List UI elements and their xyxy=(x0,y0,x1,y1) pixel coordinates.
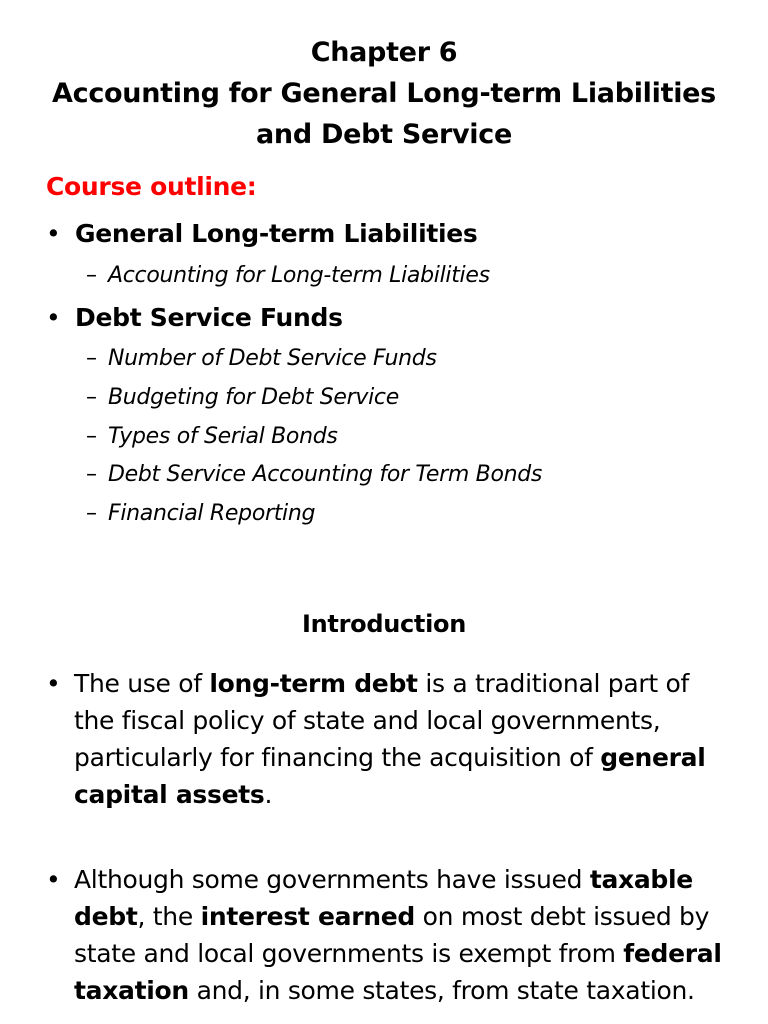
outline-item xyxy=(86,501,315,526)
outline-item-label: Types of Serial Bonds xyxy=(108,424,338,449)
emphasis: federal taxation xyxy=(74,939,722,1005)
outline-item-label: Budgeting for Debt Service xyxy=(108,385,399,410)
chapter-title-line-2: and Debt Service xyxy=(256,119,512,150)
bullet-icon: • xyxy=(46,303,61,332)
emphasis: general capital assets xyxy=(74,743,706,809)
outline-item xyxy=(86,385,399,410)
bullet-icon: • xyxy=(46,865,61,894)
outline-section-label: General Long-term Liabilities xyxy=(75,219,478,248)
outline-item xyxy=(86,462,542,487)
outline-item xyxy=(86,263,490,288)
outline-item-label: Debt Service Accounting for Term Bonds xyxy=(108,462,543,487)
dash-icon: – xyxy=(86,501,97,526)
dash-icon: – xyxy=(86,424,97,449)
outline-item-label: Number of Debt Service Funds xyxy=(108,346,437,371)
outline-item xyxy=(86,346,437,371)
emphasis: interest earned xyxy=(200,902,415,931)
dash-icon: – xyxy=(86,385,97,410)
paragraph-text: The use of long-term debt is a traditional part of the fiscal policy of state and local governments, particularly for financing the acquisition of general capital assets. xyxy=(74,669,706,809)
chapter-number: Chapter 6 xyxy=(310,37,458,68)
bullet-icon: • xyxy=(46,669,61,698)
dash-icon: – xyxy=(86,263,97,288)
introduction-heading: Introduction xyxy=(302,610,466,638)
bullet-icon: • xyxy=(46,219,61,248)
chapter-title-line-1: Accounting for General Long-term Liabilities xyxy=(52,78,716,109)
emphasis: taxable debt xyxy=(74,865,693,931)
outline-item xyxy=(86,424,338,449)
dash-icon: – xyxy=(86,462,97,487)
course-outline-heading: Course outline: xyxy=(46,172,257,201)
dash-icon: – xyxy=(86,346,97,371)
paragraph-text: Although some governments have issued taxable debt, the interest earned on most debt issued by state and local governments is exempt from federal taxation and, in some states, from state taxation. xyxy=(74,865,722,1005)
outline-section-label: Debt Service Funds xyxy=(75,303,343,332)
outline-item-label: Financial Reporting xyxy=(108,501,316,526)
emphasis: long-term debt xyxy=(209,669,418,698)
outline-item-label: Accounting for Long-term Liabilities xyxy=(108,263,490,288)
